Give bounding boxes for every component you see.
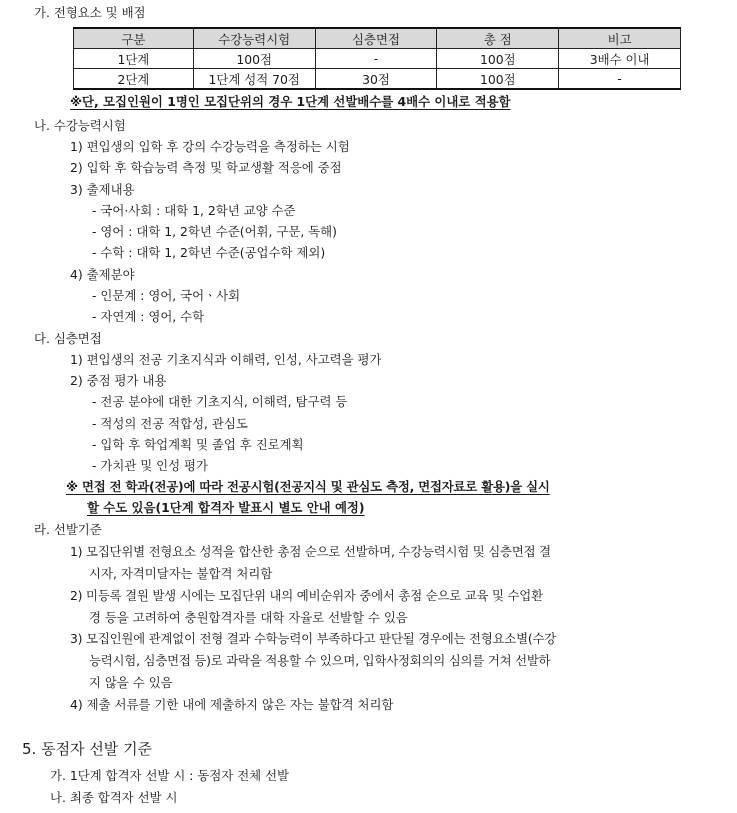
table-cell: 1단계 성적 70점: [193, 69, 315, 90]
table-cell: 30점: [315, 69, 437, 90]
table-cell: 100점: [437, 49, 559, 69]
list-item: - 수학 : 대학 1, 2학년 수준(공업수학 제외): [92, 245, 326, 260]
table-header-row: [74, 28, 681, 49]
table-cell: 3배수 이내: [559, 49, 681, 69]
list-item: - 자연계 : 영어, 수학: [92, 309, 205, 324]
table-cell: -: [559, 69, 681, 90]
table-cell: 100점: [193, 49, 315, 69]
criteria-line: 지 않을 수 있음: [89, 675, 173, 690]
list-item: - 국어·사회 : 대학 1, 2학년 교양 수준: [92, 203, 296, 218]
score-table: [73, 27, 681, 90]
header-remarks: 비고: [559, 28, 681, 49]
table-row: [74, 69, 681, 90]
header-total: 총 점: [437, 28, 559, 49]
section-title-da: 다. 심층면접: [34, 331, 102, 346]
criteria-line: 능력시험, 심층면접 등)로 과락을 적용할 수 있으며, 입학사정회의의 심의를 거쳐 선발하: [89, 653, 551, 668]
table-cell: 2단계: [74, 69, 194, 90]
list-item: 1) 편입생의 입학 후 강의 수강능력을 측정하는 시험: [70, 139, 350, 154]
criteria-line: 3) 모집인원에 관계없이 전형 결과 수학능력이 부족하다고 판단될 경우에는 전형요소별(수강: [70, 631, 557, 646]
interview-note-line2: 할 수도 있음(1단계 합격자 발표시 별도 안내 예정): [87, 500, 365, 515]
header-category: 구분: [74, 28, 194, 49]
list-item: 4) 출제분야: [70, 267, 135, 282]
section-title-na: 나. 수강능력시험: [34, 118, 126, 133]
list-item: 3) 출제내용: [70, 182, 135, 197]
table-cell: 1단계: [74, 49, 194, 69]
list-item: - 전공 분야에 대한 기초지식, 이해력, 탐구력 등: [92, 394, 348, 409]
criteria-line: 경 등을 고려하여 충원합격자를 대학 자율로 선발할 수 있음: [89, 610, 408, 625]
list-item: 1) 편입생의 전공 기초지식과 이해력, 인성, 사고력을 평가: [70, 352, 382, 367]
section-title-ga: 가. 전형요소 및 배점: [34, 5, 146, 20]
list-item: 나. 최종 합격자 선발 시: [50, 790, 178, 805]
list-item: - 입학 후 학업계획 및 졸업 후 진로계획: [92, 437, 304, 452]
table-cell: 100점: [437, 69, 559, 90]
section-title-5: 5. 동점자 선발 기준: [22, 740, 153, 758]
criteria-line: 시자, 자격미달자는 불합격 처리함: [89, 566, 273, 581]
header-aptitude-test: 수강능력시험: [193, 28, 315, 49]
header-interview: 심층면접: [315, 28, 437, 49]
table-note: ※단, 모집인원이 1명인 모집단위의 경우 1단계 선발배수를 4배수 이내로 적용함: [70, 94, 511, 109]
criteria-line: 4) 제출 서류를 기한 내에 제출하지 않은 자는 불합격 처리함: [70, 697, 394, 712]
section-title-ra: 라. 선발기준: [34, 522, 102, 537]
list-item: 2) 중점 평가 내용: [70, 373, 167, 388]
table-row: [74, 49, 681, 69]
criteria-line: 1) 모집단위별 전형요소 성적을 합산한 총점 순으로 선발하며, 수강능력시험 및 심층면접 결: [70, 544, 551, 559]
table-cell: -: [315, 49, 437, 69]
list-item: - 인문계 : 영어, 국어ㆍ사회: [92, 288, 241, 303]
list-item: 2) 입학 후 학습능력 측정 및 학교생활 적응에 중점: [70, 160, 342, 175]
list-item: - 가치관 및 인성 평가: [92, 458, 208, 473]
list-item: 가. 1단계 합격자 선발 시 : 동점자 전체 선발: [50, 768, 290, 783]
interview-note-line1: ※ 면접 전 학과(전공)에 따라 전공시험(전공지식 및 관심도 측정, 면접자료로 활용)을 실시: [66, 479, 550, 494]
criteria-line: 2) 미등록 결원 발생 시에는 모집단위 내의 예비순위자 중에서 총점 순으로 교육 및 수업환: [70, 588, 543, 603]
list-item: - 영어 : 대학 1, 2학년 수준(어휘, 구문, 독해): [92, 224, 337, 239]
list-item: - 적성의 전공 적합성, 관심도: [92, 416, 248, 431]
